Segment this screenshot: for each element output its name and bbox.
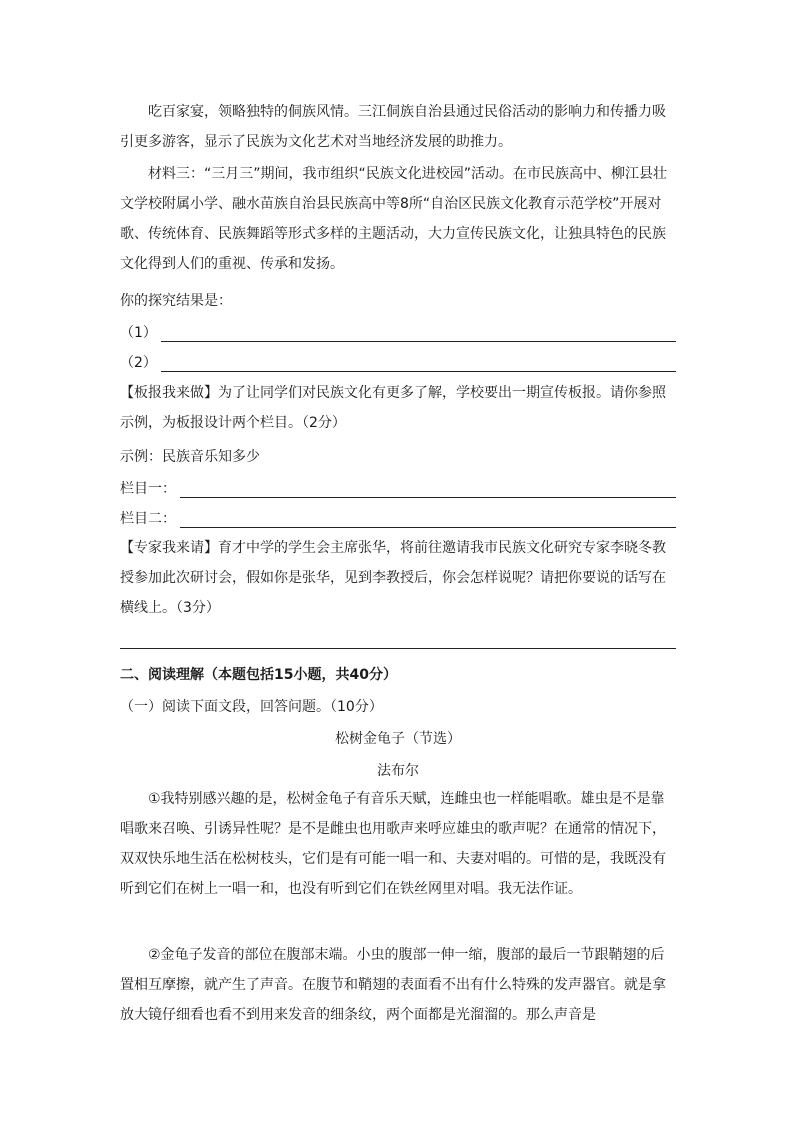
expert-task: 【专家我来请】育才中学的学生会主席张华，将前往邀请我市民族文化研究专家李晓冬教授参加此次研讨会，假如你是张华，见到李教授后，你会怎样说呢？请把你要说的话写在横线上。（3分） [120, 540, 666, 616]
article-title: 松树金龟子（节选） [335, 731, 461, 747]
article-author: 法布尔 [377, 763, 419, 779]
answer-blank[interactable] [180, 481, 676, 498]
board-example: 示例：民族音乐知多少 [120, 449, 260, 465]
part-one-instruction: （一）阅读下面文段，回答问题。（10分） [120, 699, 383, 715]
column-two-line[interactable] [120, 506, 676, 528]
result-label-2: （2） [120, 355, 157, 371]
material-two-tail: 吃百家宴，领略独特的侗族风情。三江侗族自治县通过民俗活动的影响力和传播力吸引更多游客，显示了民族为文化艺术对当地经济发展的助推力。 [120, 104, 666, 150]
article-paragraph-2: ②金龟子发音的部位在腹部末端。小虫的腹部一伸一缩，腹部的最后一节跟鞘翅的后置相互摩擦，就产生了声音。在腹节和鞘翅的表面看不出有什么特殊的发声器官。就是拿放大镜仔细看也看不到用来发音的细条纹，两个面都是光溜溜的。那么声音是 [120, 947, 666, 1023]
result-answer-line-2[interactable] [120, 350, 676, 372]
column-label-2: 栏目二： [120, 511, 176, 527]
answer-blank[interactable] [161, 355, 676, 372]
result-prompt: 你的探究结果是： [120, 293, 232, 309]
column-label-1: 栏目一： [120, 481, 176, 497]
answer-blank[interactable] [180, 511, 676, 528]
answer-line-full[interactable] [120, 648, 676, 649]
answer-blank[interactable] [161, 325, 676, 342]
column-one-line[interactable] [120, 476, 676, 498]
article-paragraph-1: ①我特别感兴趣的是，松树金龟子有音乐天赋，连雌虫也一样能唱歌。雄虫是不是靠唱歌来召唤、引诱异性呢？是不是雌虫也用歌声来呼应雄虫的歌声呢？在通常的情况下，双双快乐地生活在松树枝头，它们是有可能一唱一和、夫妻对唱的。可惜的是，我既没有听到它们在树上一唱一和，也没有听到它们在铁丝网里对唱。我无法作证。 [120, 791, 666, 897]
section-two-title: 二、阅读理解（本题包括15小题，共40分） [120, 667, 397, 683]
board-task: 【板报我来做】为了让同学们对民族文化有更多了解，学校要出一期宣传板报。请你参照示例，为板报设计两个栏目。（2分） [120, 385, 666, 431]
result-answer-line-1[interactable] [120, 320, 676, 342]
material-three: 材料三：“三月三”期间，我市组织“民族文化进校园”活动。在市民族高中、柳江县壮文学校附属小学、融水苗族自治县民族高中等8所“自治区民族文化教育示范学校”开展对歌、传统体育、民族舞蹈等形式多样的主题活动，大力宣传民族文化，让独具特色的民族文化得到人们的重视、传承和发扬。 [120, 166, 668, 272]
result-label-1: （1） [120, 325, 157, 341]
